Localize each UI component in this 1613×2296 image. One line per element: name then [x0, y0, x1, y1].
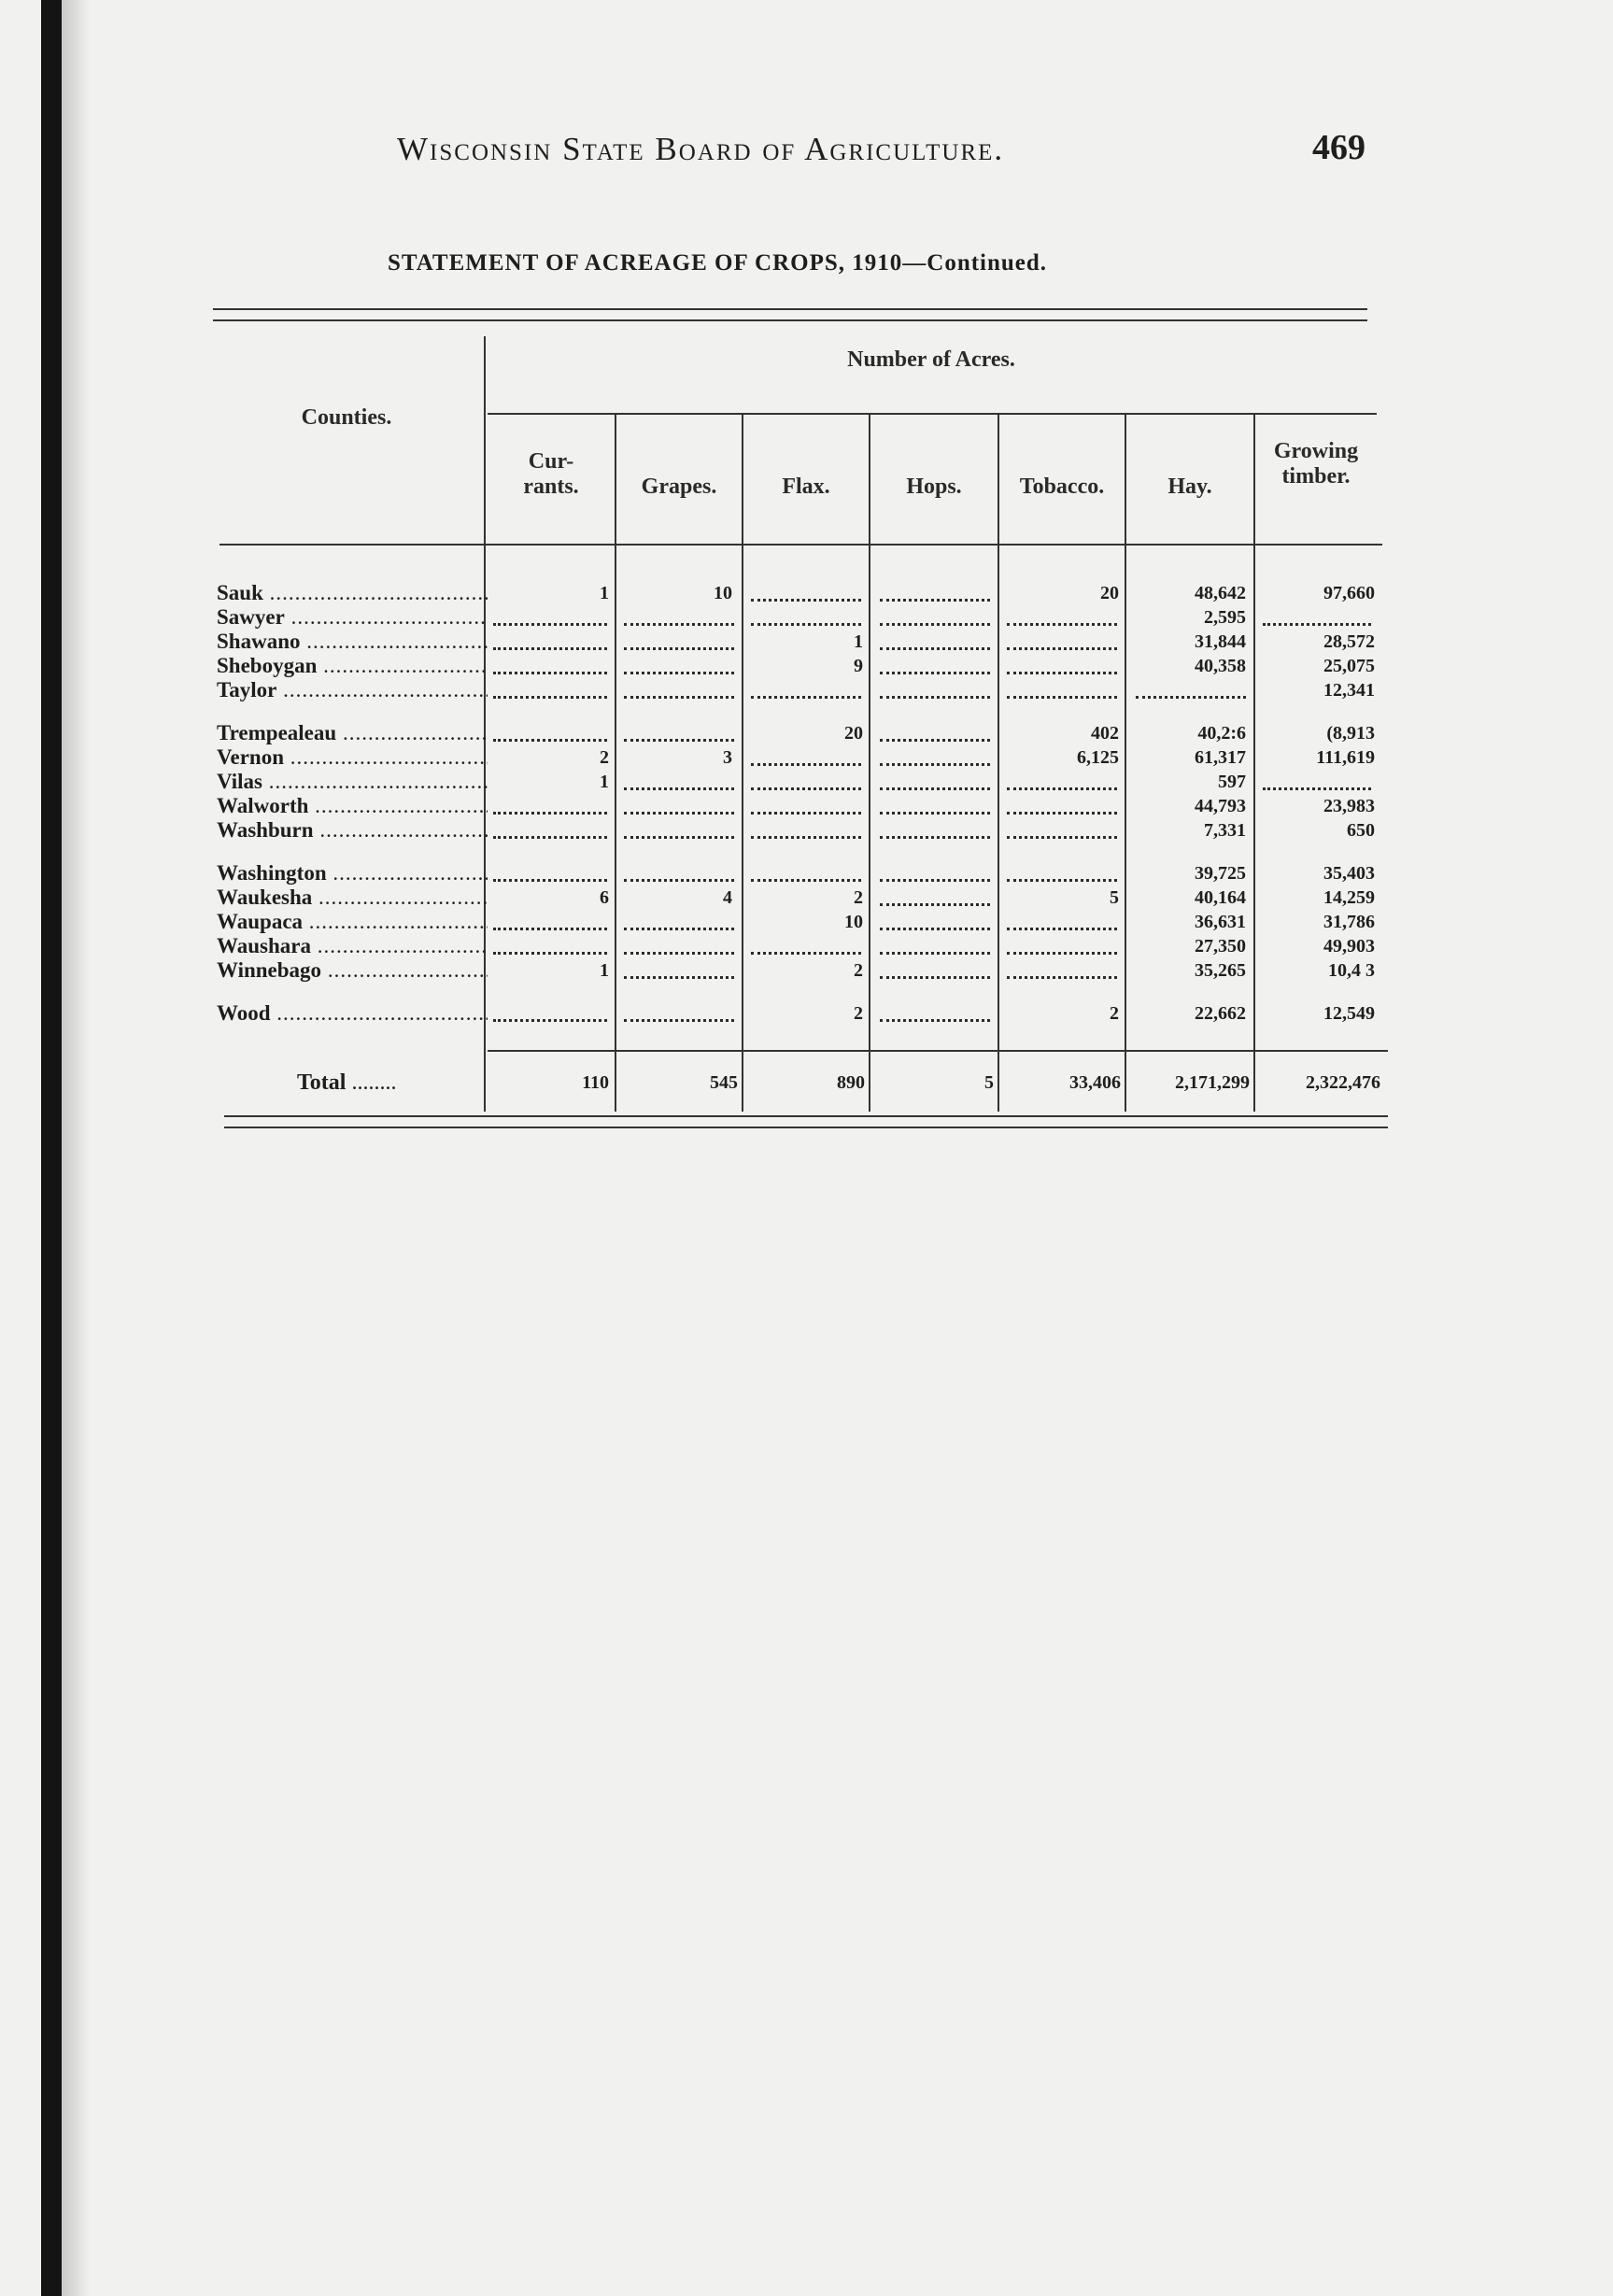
cell-currants: 1: [600, 772, 609, 792]
total-hay: 2,171,299: [1175, 1072, 1250, 1093]
header-timber-line2: timber.: [1281, 464, 1351, 489]
empty-cell-leader: [880, 903, 990, 906]
cell-grapes: 3: [723, 747, 732, 768]
cell-currants: 6: [600, 887, 609, 908]
cell-timber: 12,549: [1323, 1003, 1375, 1024]
empty-cell-leader: [624, 928, 734, 930]
county-name: Waushara .....: [217, 934, 488, 958]
empty-cell-leader: [880, 672, 990, 674]
cell-timber: 23,983: [1323, 796, 1375, 816]
total-hops: 5: [984, 1072, 994, 1093]
cell-grapes: 4: [723, 887, 732, 908]
county-name: Sauk .....: [217, 581, 488, 605]
cell-tobacco: 2: [1110, 1003, 1119, 1024]
header-flax: Flax.: [782, 475, 830, 499]
cell-hay: 31,844: [1195, 631, 1246, 652]
column-header-rule: [219, 544, 1382, 546]
empty-cell-leader: [493, 928, 607, 930]
cell-currants: 1: [600, 960, 609, 981]
cell-flax: 9: [854, 656, 863, 676]
empty-cell-leader: [624, 739, 734, 742]
empty-cell-leader: [751, 787, 861, 790]
top-rule: [213, 308, 1367, 310]
header-growing-timber: [1255, 439, 1377, 489]
col-rule-hay: [1253, 415, 1255, 1112]
cell-hay: 61,317: [1195, 747, 1246, 768]
header-tobacco: Tobacco.: [1019, 475, 1105, 499]
empty-cell-leader: [1007, 647, 1117, 650]
empty-cell-leader: [880, 739, 990, 742]
empty-cell-leader: [1263, 623, 1371, 626]
cell-timber: 12,341: [1323, 680, 1375, 701]
empty-cell-leader: [1007, 696, 1117, 699]
empty-cell-leader: [1007, 672, 1117, 674]
cell-flax: 1: [854, 631, 863, 652]
cell-hay: 597: [1218, 772, 1246, 792]
county-name: Waupaca .....: [217, 910, 488, 934]
total-currants: 110: [582, 1072, 609, 1093]
empty-cell-leader: [1007, 836, 1117, 839]
table-title: STATEMENT OF ACREAGE OF CROPS, 1910—Continued.: [388, 250, 1048, 276]
header-currants-line1: Cur-: [528, 449, 574, 474]
empty-cell-leader: [880, 599, 990, 602]
cell-hay: 44,793: [1195, 796, 1246, 816]
cell-flax: 2: [854, 887, 863, 908]
empty-cell-leader: [493, 647, 607, 650]
county-name: Vilas .....: [217, 770, 488, 794]
empty-cell-leader: [880, 928, 990, 930]
empty-cell-leader: [751, 879, 861, 882]
cell-hay: 2,595: [1204, 607, 1246, 628]
empty-cell-leader: [624, 836, 734, 839]
empty-cell-leader: [624, 787, 734, 790]
county-name: Sheboygan .....: [217, 654, 488, 678]
top-rule-2: [213, 319, 1367, 321]
empty-cell-leader: [493, 1019, 607, 1022]
empty-cell-leader: [624, 647, 734, 650]
cell-timber: 28,572: [1323, 631, 1375, 652]
empty-cell-leader: [493, 696, 607, 699]
header-hay: Hay.: [1167, 475, 1212, 499]
empty-cell-leader: [493, 836, 607, 839]
cell-timber: 97,660: [1323, 583, 1375, 603]
county-name: Shawano .....: [217, 630, 488, 654]
county-name: Washington .....: [217, 861, 488, 886]
empty-cell-leader: [624, 696, 734, 699]
running-head: Wisconsin State Board of Agriculture.: [397, 131, 1005, 167]
cell-flax: 2: [854, 1003, 863, 1024]
empty-cell-leader: [1007, 787, 1117, 790]
county-name: Washburn .....: [217, 818, 488, 843]
empty-cell-leader: [493, 952, 607, 955]
empty-cell-leader: [880, 763, 990, 766]
county-name: Winnebago .....: [217, 958, 488, 983]
cell-flax: 10: [844, 912, 863, 932]
cell-hay: 40,2:6: [1197, 723, 1246, 744]
empty-cell-leader: [624, 812, 734, 815]
header-currants-line2: rants.: [523, 475, 579, 499]
county-name: Taylor .....: [217, 678, 488, 702]
cell-hay: 40,358: [1195, 656, 1246, 676]
total-flax: 890: [837, 1072, 865, 1093]
cell-flax: 20: [844, 723, 863, 744]
total-label: Total .....: [297, 1070, 396, 1096]
empty-cell-leader: [880, 623, 990, 626]
cell-timber: 111,619: [1316, 747, 1375, 768]
empty-cell-leader: [493, 879, 607, 882]
cell-timber: 25,075: [1323, 656, 1375, 676]
empty-cell-leader: [880, 836, 990, 839]
empty-cell-leader: [1007, 879, 1117, 882]
cell-hay: 48,642: [1195, 583, 1246, 603]
empty-cell-leader: [751, 952, 861, 955]
cell-timber: 31,786: [1323, 912, 1375, 932]
empty-cell-leader: [493, 623, 607, 626]
cell-currants: 1: [600, 583, 609, 603]
empty-cell-leader: [880, 1019, 990, 1022]
bottom-rule-2: [224, 1127, 1388, 1128]
book-spine-shadow: [41, 0, 62, 2296]
header-grapes: Grapes.: [641, 475, 717, 499]
empty-cell-leader: [880, 952, 990, 955]
cell-tobacco: 5: [1110, 887, 1119, 908]
empty-cell-leader: [624, 879, 734, 882]
col-rule-flax: [869, 415, 870, 1112]
cell-hay: 40,164: [1195, 887, 1246, 908]
cell-currants: 2: [600, 747, 609, 768]
empty-cell-leader: [1007, 812, 1117, 815]
cell-hay: 35,265: [1195, 960, 1246, 981]
empty-cell-leader: [493, 672, 607, 674]
col-rule-currants: [615, 415, 616, 1112]
col-rule-hops: [998, 415, 999, 1112]
empty-cell-leader: [751, 599, 861, 602]
total-grapes: 545: [710, 1072, 738, 1093]
gutter-shading: [62, 0, 90, 2296]
empty-cell-leader: [751, 623, 861, 626]
empty-cell-leader: [624, 672, 734, 674]
group-header-rule: [488, 413, 1377, 415]
empty-cell-leader: [880, 647, 990, 650]
cell-hay: 27,350: [1195, 936, 1246, 957]
empty-cell-leader: [493, 739, 607, 742]
cell-timber: (8,913: [1326, 723, 1375, 744]
header-counties: Counties.: [301, 405, 392, 430]
cell-timber: 10,4 3: [1328, 960, 1375, 981]
county-name: Sawyer .....: [217, 605, 488, 630]
cell-tobacco: 6,125: [1077, 747, 1119, 768]
header-currants: [488, 449, 615, 500]
cell-tobacco: 20: [1100, 583, 1119, 603]
empty-cell-leader: [880, 879, 990, 882]
empty-cell-leader: [1007, 928, 1117, 930]
page-number: 469: [1312, 128, 1365, 167]
empty-cell-leader: [624, 952, 734, 955]
county-name: Walworth .....: [217, 794, 488, 818]
total-tobacco: 33,406: [1069, 1072, 1121, 1093]
cell-grapes: 10: [714, 583, 732, 603]
cell-timber: 650: [1347, 820, 1375, 841]
county-name: Wood .....: [217, 1001, 488, 1026]
cell-hay: 7,331: [1204, 820, 1246, 841]
county-name: Trempealeau .....: [217, 721, 488, 745]
total-timber: 2,322,476: [1306, 1072, 1380, 1093]
col-rule-grapes: [742, 415, 743, 1112]
empty-cell-leader: [751, 696, 861, 699]
bottom-rule: [224, 1115, 1388, 1117]
cell-timber: 49,903: [1323, 936, 1375, 957]
empty-cell-leader: [1007, 952, 1117, 955]
cell-timber: 14,259: [1323, 887, 1375, 908]
empty-cell-leader: [751, 812, 861, 815]
county-name: Vernon .....: [217, 745, 488, 770]
empty-cell-leader: [1263, 787, 1371, 790]
col-rule-tobacco: [1125, 415, 1126, 1112]
empty-cell-leader: [880, 787, 990, 790]
cell-hay: 22,662: [1195, 1003, 1246, 1024]
empty-cell-leader: [493, 812, 607, 815]
empty-cell-leader: [624, 976, 734, 979]
empty-cell-leader: [751, 763, 861, 766]
header-number-of-acres: Number of Acres.: [847, 347, 1015, 372]
total-rule: [488, 1050, 1388, 1052]
empty-cell-leader: [880, 696, 990, 699]
empty-cell-leader: [1136, 696, 1246, 699]
empty-cell-leader: [624, 623, 734, 626]
cell-tobacco: 402: [1091, 723, 1119, 744]
empty-cell-leader: [880, 812, 990, 815]
cell-hay: 39,725: [1195, 863, 1246, 884]
empty-cell-leader: [880, 976, 990, 979]
header-timber-line1: Growing: [1273, 439, 1359, 463]
cell-flax: 2: [854, 960, 863, 981]
empty-cell-leader: [624, 1019, 734, 1022]
county-name: Waukesha .....: [217, 886, 488, 910]
empty-cell-leader: [1007, 976, 1117, 979]
empty-cell-leader: [1007, 623, 1117, 626]
empty-cell-leader: [751, 836, 861, 839]
cell-timber: 35,403: [1323, 863, 1375, 884]
header-hops: Hops.: [906, 475, 962, 499]
cell-hay: 36,631: [1195, 912, 1246, 932]
